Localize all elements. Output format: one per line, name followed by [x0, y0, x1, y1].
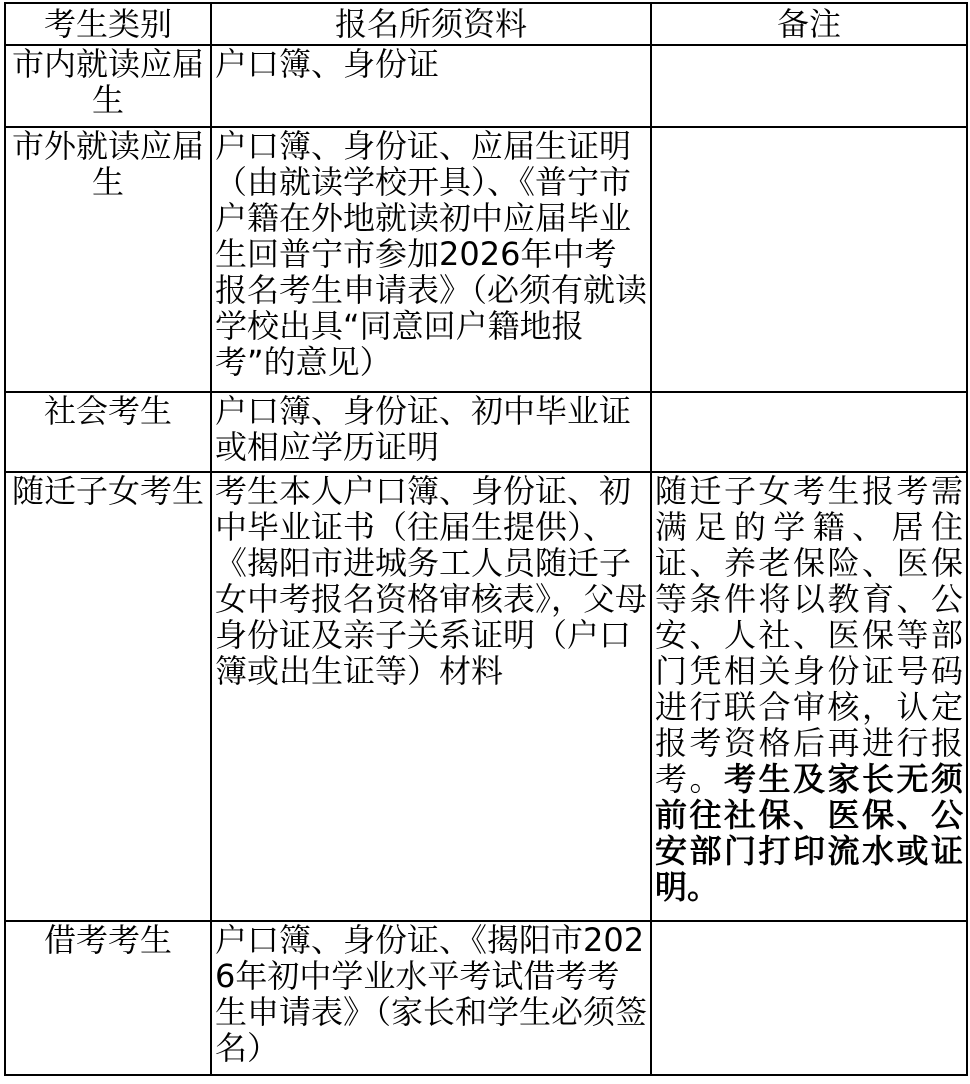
note-emphasis-text: 考生及家长无须前往社保、医保、公安部门打印流水或证明。 [655, 760, 963, 906]
table-row [5, 472, 967, 921]
header-category: 考生类别 [5, 3, 211, 45]
materials-cell: 考生本人户口簿、身份证、初中毕业证书（往届生提供）、《揭阳市进城务工人员随迁子女中考报名资格审核表》，父母身份证及亲子关系证明（户口簿或出生证等）材料 [211, 472, 651, 921]
category-cell: 市内就读应届生 [5, 45, 211, 127]
table-row [5, 45, 967, 127]
category-cell: 随迁子女考生 [5, 472, 211, 921]
materials-cell: 户口簿、身份证、《揭阳市2026年初中学业水平考试借考考生申请表》（家长和学生必须签名） [211, 921, 651, 1075]
materials-cell: 户口簿、身份证、初中毕业证或相应学历证明 [211, 392, 651, 472]
note-cell [651, 472, 967, 921]
category-cell: 市外就读应届生 [5, 127, 211, 392]
category-cell: 社会考生 [5, 392, 211, 472]
table-row [5, 392, 967, 472]
note-cell [651, 392, 967, 472]
materials-cell: 户口簿、身份证、应届生证明（由就读学校开具）、《普宁市户籍在外地就读初中应届毕业生回普宁市参加2026年中考报名考生申请表》（必须有就读学校出具“同意回户籍地报考”的意见） [211, 127, 651, 392]
note-cell [651, 921, 967, 1075]
category-cell: 借考考生 [5, 921, 211, 1075]
table-row [5, 921, 967, 1075]
table-header-row [5, 3, 967, 45]
table-row [5, 127, 967, 392]
note-cell [651, 127, 967, 392]
note-cell [651, 45, 967, 127]
header-materials: 报名所须资料 [211, 3, 651, 45]
materials-cell: 户口簿、身份证 [211, 45, 651, 127]
registration-requirements-table [4, 2, 968, 1076]
note-text: 随迁子女考生报考需满足的学籍、居住证、养老保险、医保等条件将以教育、公安、人社、医保等部门凭相关身份证号码进行联合审核，认定报考资格后再进行报考。 [655, 472, 963, 798]
header-notes: 备注 [651, 3, 967, 45]
